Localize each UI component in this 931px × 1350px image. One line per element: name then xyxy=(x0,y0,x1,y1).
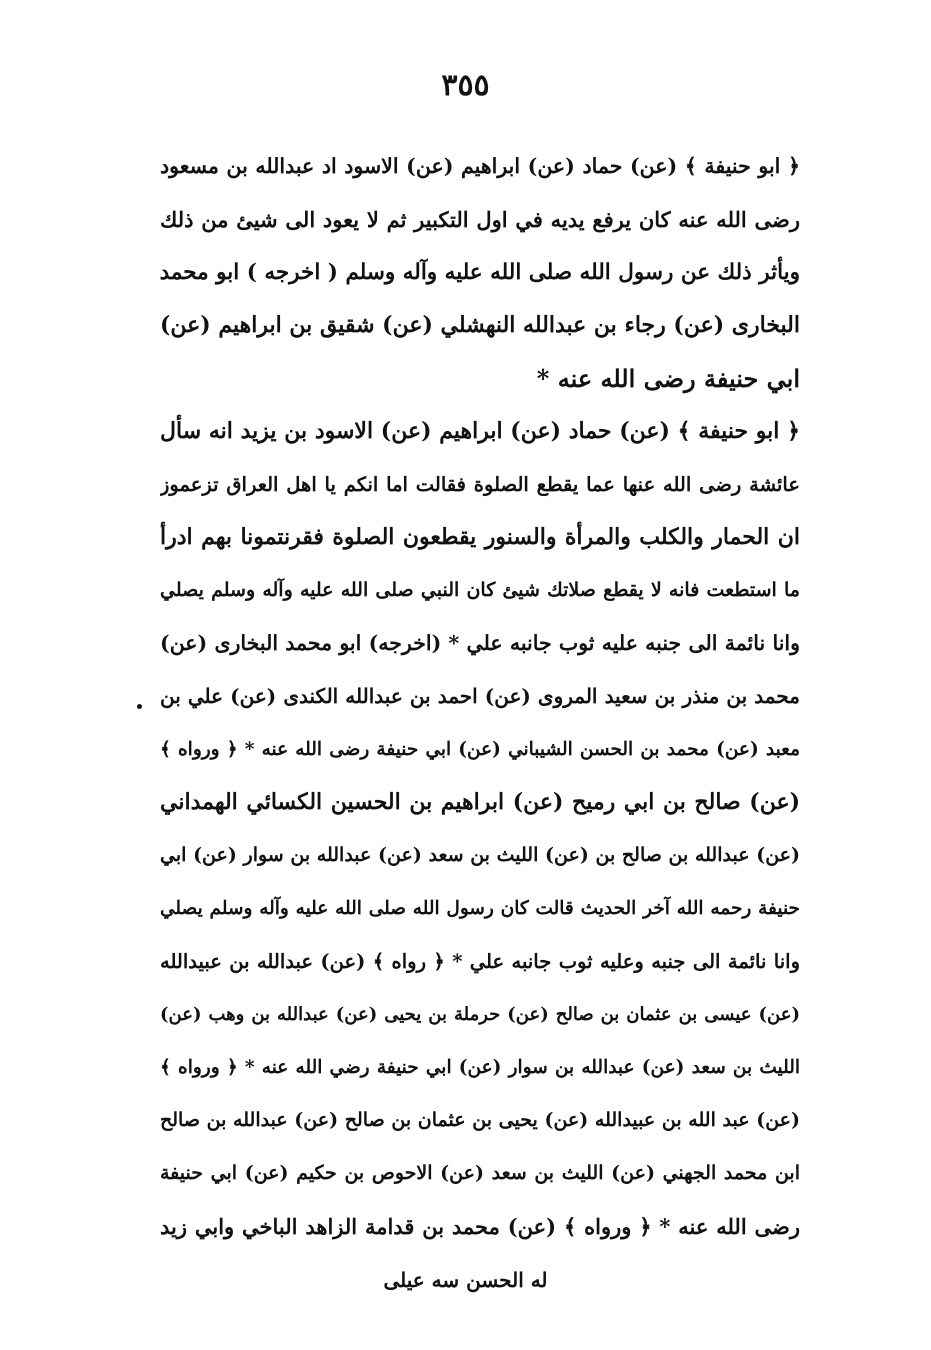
text-line: وانا نائمة الى جنبه عليه ثوب جانبه علي * (اخرجه) ابو محمد البخاری (عن) xyxy=(160,631,800,655)
text-line: رضى الله عنه * ﴿ ورواه ﴾ (عن) محمد بن قدامة الزاهد الباخي وابي زيد xyxy=(160,1214,800,1239)
text-line: ويأثر ذلك عن رسول الله صلى الله عليه وآله وسلم ( اخرجه ) ابو محمد xyxy=(160,260,800,285)
page-number: ٣٥٥ xyxy=(441,68,490,103)
text-line: ابن محمد الجهني (عن) الليث بن سعد (عن) الاحوص بن حكيم (عن) ابي حنيفة xyxy=(160,1162,800,1184)
text-line: رضى الله عنه كان يرفع يديه في اول التكبير ثم لا يعود الى شيئ من ذلك xyxy=(160,207,800,232)
text-line: محمد بن منذر بن سعيد المروی (عن) احمد بن عبدالله الكندی (عن) علي بن xyxy=(160,684,800,708)
text-line: (عن) عيسى بن عثمان بن صالح (عن) حرملة بن يحيى (عن) عبدالله بن وهب (عن) xyxy=(160,1004,800,1025)
margin-dot xyxy=(137,704,142,709)
text-line: ﴿ ابو حنيفة ﴾ (عن) حماد (عن) ابراهيم (عن) الاسود بن يزيد انه سأل xyxy=(160,418,800,444)
text-line: (عن) عبد الله بن عبيدالله (عن) يحيى بن عثمان بن صالح (عن) عبدالله بن صالح xyxy=(160,1109,800,1131)
text-line: البخاری (عن) رجاء بن عبدالله النهشلي (عن) شقيق بن ابراهيم (عن) xyxy=(160,312,800,338)
text-line: حنيفة رحمه الله آخر الحديث قالت كان رسول الله صلى الله عليه وآله وسلم يصلي xyxy=(160,898,800,919)
footnote: له الحسن سه عيلى xyxy=(383,1268,548,1292)
text-line: معبد (عن) محمد بن الحسن الشيباني (عن) ابي حنيفة رضى الله عنه * ﴿ ورواه ﴾ xyxy=(160,739,800,760)
text-line: عائشة رضى الله عنها عما يقطع الصلوة فقالت اما انكم يا اهل العراق تزعموز xyxy=(160,473,800,496)
body-text xyxy=(160,140,800,1253)
text-line: ابي حنيفة رضى الله عنه * xyxy=(536,364,800,393)
text-line: ان الحمار والكلب والمرأة والسنور يقطعون الصلوة فقرنتمونا بهم ادرأ xyxy=(160,524,800,550)
text-line: وانا نائمة الى جنبه وعليه ثوب جانبه علي * ﴿ رواه ﴾ (عن) عبدالله بن عبيدالله xyxy=(160,950,800,973)
text-line: ما استطعت فانه لا يقطع صلاتك شيئ كان النبي صلى الله عليه وآله وسلم يصلي xyxy=(160,579,800,601)
text-line: (عن) عبدالله بن صالح بن (عن) الليث بن سعد (عن) عبدالله بن سوار (عن) ابي xyxy=(160,844,800,866)
text-line: ﴿ ابو حنيفة ﴾ (عن) حماد (عن) ابراهيم (عن) الاسود اد عبدالله بن مسعود xyxy=(160,154,800,178)
text-line: (عن) صالح بن ابي رميح (عن) ابراهيم بن الحسين الكسائي الهمداني xyxy=(160,789,800,815)
text-line: الليث بن سعد (عن) عبدالله بن سوار (عن) ابي حنيفة رضي الله عنه * ﴿ ورواه ﴾ xyxy=(160,1057,800,1078)
